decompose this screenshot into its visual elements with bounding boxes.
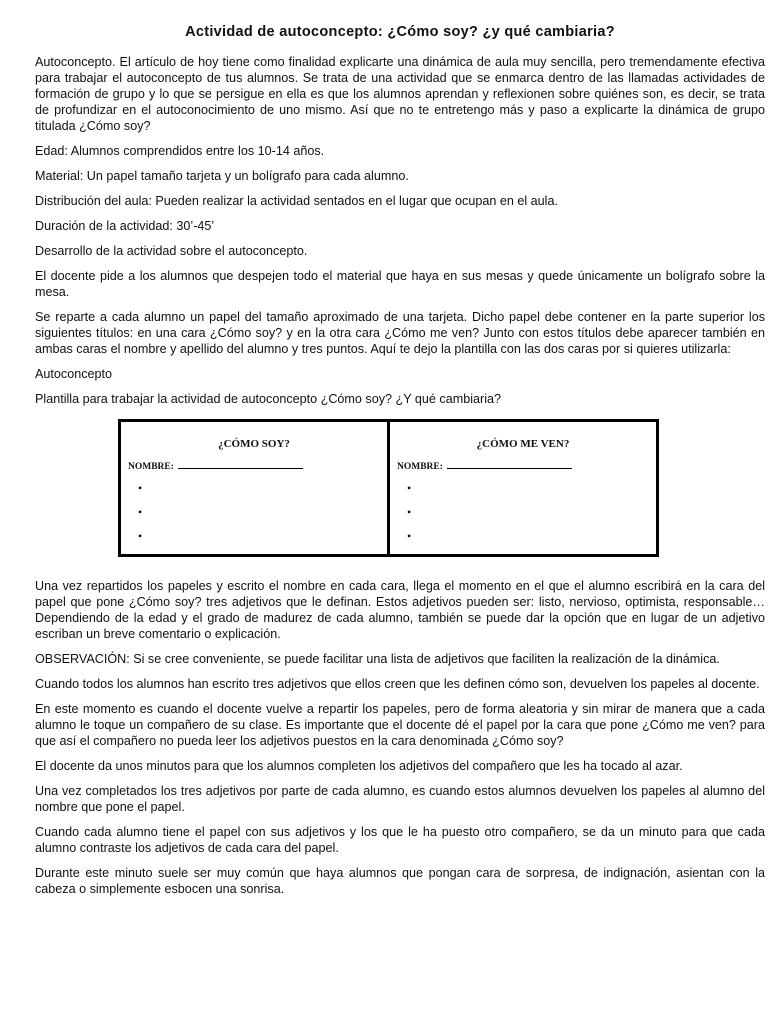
template-card-title: ¿CÓMO SOY? xyxy=(218,438,290,450)
body-paragraph-7: Cuando cada alumno tiene el papel con sus adjetivos y los que le ha puesto otro compañero, se da un minuto para que cada alumno contraste los adjetivos de cada cara del papel. xyxy=(35,825,765,855)
duration-paragraph: Duración de la actividad: 30’-45’ xyxy=(35,219,215,233)
body-paragraph-3: Cuando todos los alumnos han escrito tres adjetivos que ellos creen que les definen cómo son, devuelven los papeles al docente. xyxy=(35,677,760,691)
autoconcepto-label: Autoconcepto xyxy=(35,367,113,381)
age-paragraph: Edad: Alumnos comprendidos entre los 10-14 años. xyxy=(35,144,325,158)
template-card-title: ¿CÓMO ME VEN? xyxy=(476,438,570,450)
template-name-row xyxy=(128,462,387,472)
body-paragraph-8: Durante este minuto suele ser muy común que haya alumnos que pongan cara de sorpresa, de indignación, asientan con la cabeza o simplemente esbocen una sonrisa. xyxy=(35,866,765,896)
template-name-label: NOMBRE: xyxy=(128,462,174,472)
template-card-pair xyxy=(118,419,659,557)
template-name-row xyxy=(397,462,656,472)
template-card-como-me-ven xyxy=(387,422,656,554)
document-title: Actividad de autoconcepto: ¿Cómo soy? ¿y qué cambiaria? xyxy=(185,24,615,40)
template-name-label: NOMBRE: xyxy=(397,462,443,472)
observation-paragraph: OBSERVACIÓN: Si se cree conveniente, se puede facilitar una lista de adjetivos que faciliten la realización de la dinámica. xyxy=(35,652,720,666)
template-bullet: • xyxy=(407,505,412,519)
template-bullet-list xyxy=(390,478,656,550)
body-paragraph-1: Una vez repartidos los papeles y escrito el nombre en cada cara, llega el momento en el que el alumno escribirá en la cara del papel que pone ¿Cómo soy? tres adjetivos que le definan. Estos adjetivos pueden ser: listo, nervioso, optimista, responsable… Dependiendo de la edad y el grado de madurez de cada alumno, también se puede dar la opción que en lugar de un adjetivo escriban un breve comentario o explicación. xyxy=(35,579,765,641)
template-bullet: • xyxy=(407,529,412,543)
body-paragraph-6: Una vez completados los tres adjetivos por parte de cada alumno, es cuando estos alumnos devuelven los papeles al alumno del nombre que pone el papel. xyxy=(35,784,765,814)
template-caption: Plantilla para trabajar la actividad de autoconcepto ¿Cómo soy? ¿Y qué cambiaria? xyxy=(35,392,501,406)
instructions-paragraph-1: El docente pide a los alumnos que despejen todo el material que haya en sus mesas y quede únicamente un bolígrafo sobre la mesa. xyxy=(35,269,765,299)
instructions-paragraph-2: Se reparte a cada alumno un papel del tamaño aproximado de una tarjeta. Dicho papel debe contener en la parte superior los siguientes títulos: en una cara ¿Cómo soy? y en la otra cara ¿Cómo me ven? Junto con estos títulos debe aparecer también en ambas caras el nombre y apellido del alumno y tres puntos. Aquí te dejo la plantilla con las dos caras por si quieres utilizarla: xyxy=(35,310,765,356)
template-bullet: • xyxy=(138,481,143,495)
template-bullet: • xyxy=(138,529,143,543)
template-bullet: • xyxy=(407,481,412,495)
template-figure xyxy=(35,419,765,564)
material-paragraph: Material: Un papel tamaño tarjeta y un bolígrafo para cada alumno. xyxy=(35,169,409,183)
template-name-line xyxy=(178,468,303,469)
document-body xyxy=(35,54,765,906)
template-card-como-soy xyxy=(121,422,387,554)
body-paragraph-4: En este momento es cuando el docente vuelve a repartir los papeles, pero de forma aleatoria y sin mirar de manera que a cada alumno le toque un compañero de su clase. Es importante que el docente dé el papel por la cara que pone ¿Cómo me ven? para que así el compañero no pueda leer los adjetivos puestos en la cara denominada ¿Cómo soy? xyxy=(35,702,765,748)
body-paragraph-5: El docente da unos minutos para que los alumnos completen los adjetivos del compañero que les ha tocado al azar. xyxy=(35,759,683,773)
template-name-line xyxy=(447,468,572,469)
classroom-distribution-paragraph: Distribución del aula: Pueden realizar la actividad sentados en el lugar que ocupan en el aula. xyxy=(35,194,558,208)
template-bullet-list xyxy=(121,478,387,550)
intro-paragraph: Autoconcepto. El artículo de hoy tiene como finalidad explicarte una dinámica de aula muy sencilla, pero tremendamente efectiva para trabajar el autoconcepto de tus alumnos. Se trata de una actividad que se enmarca dentro de las llamadas actividades de formación de grupo y lo que se persigue en ella es que los alumnos aprendan y reflexionen sobre quiénes son, es decir, se trata de profundizar en el autoconocimiento de uno mismo. Así que no te entretengo más y paso a explicarte la dinámica de grupo titulada ¿Cómo soy? xyxy=(35,55,765,133)
development-heading: Desarrollo de la actividad sobre el autoconcepto. xyxy=(35,244,308,258)
template-bullet: • xyxy=(138,505,143,519)
